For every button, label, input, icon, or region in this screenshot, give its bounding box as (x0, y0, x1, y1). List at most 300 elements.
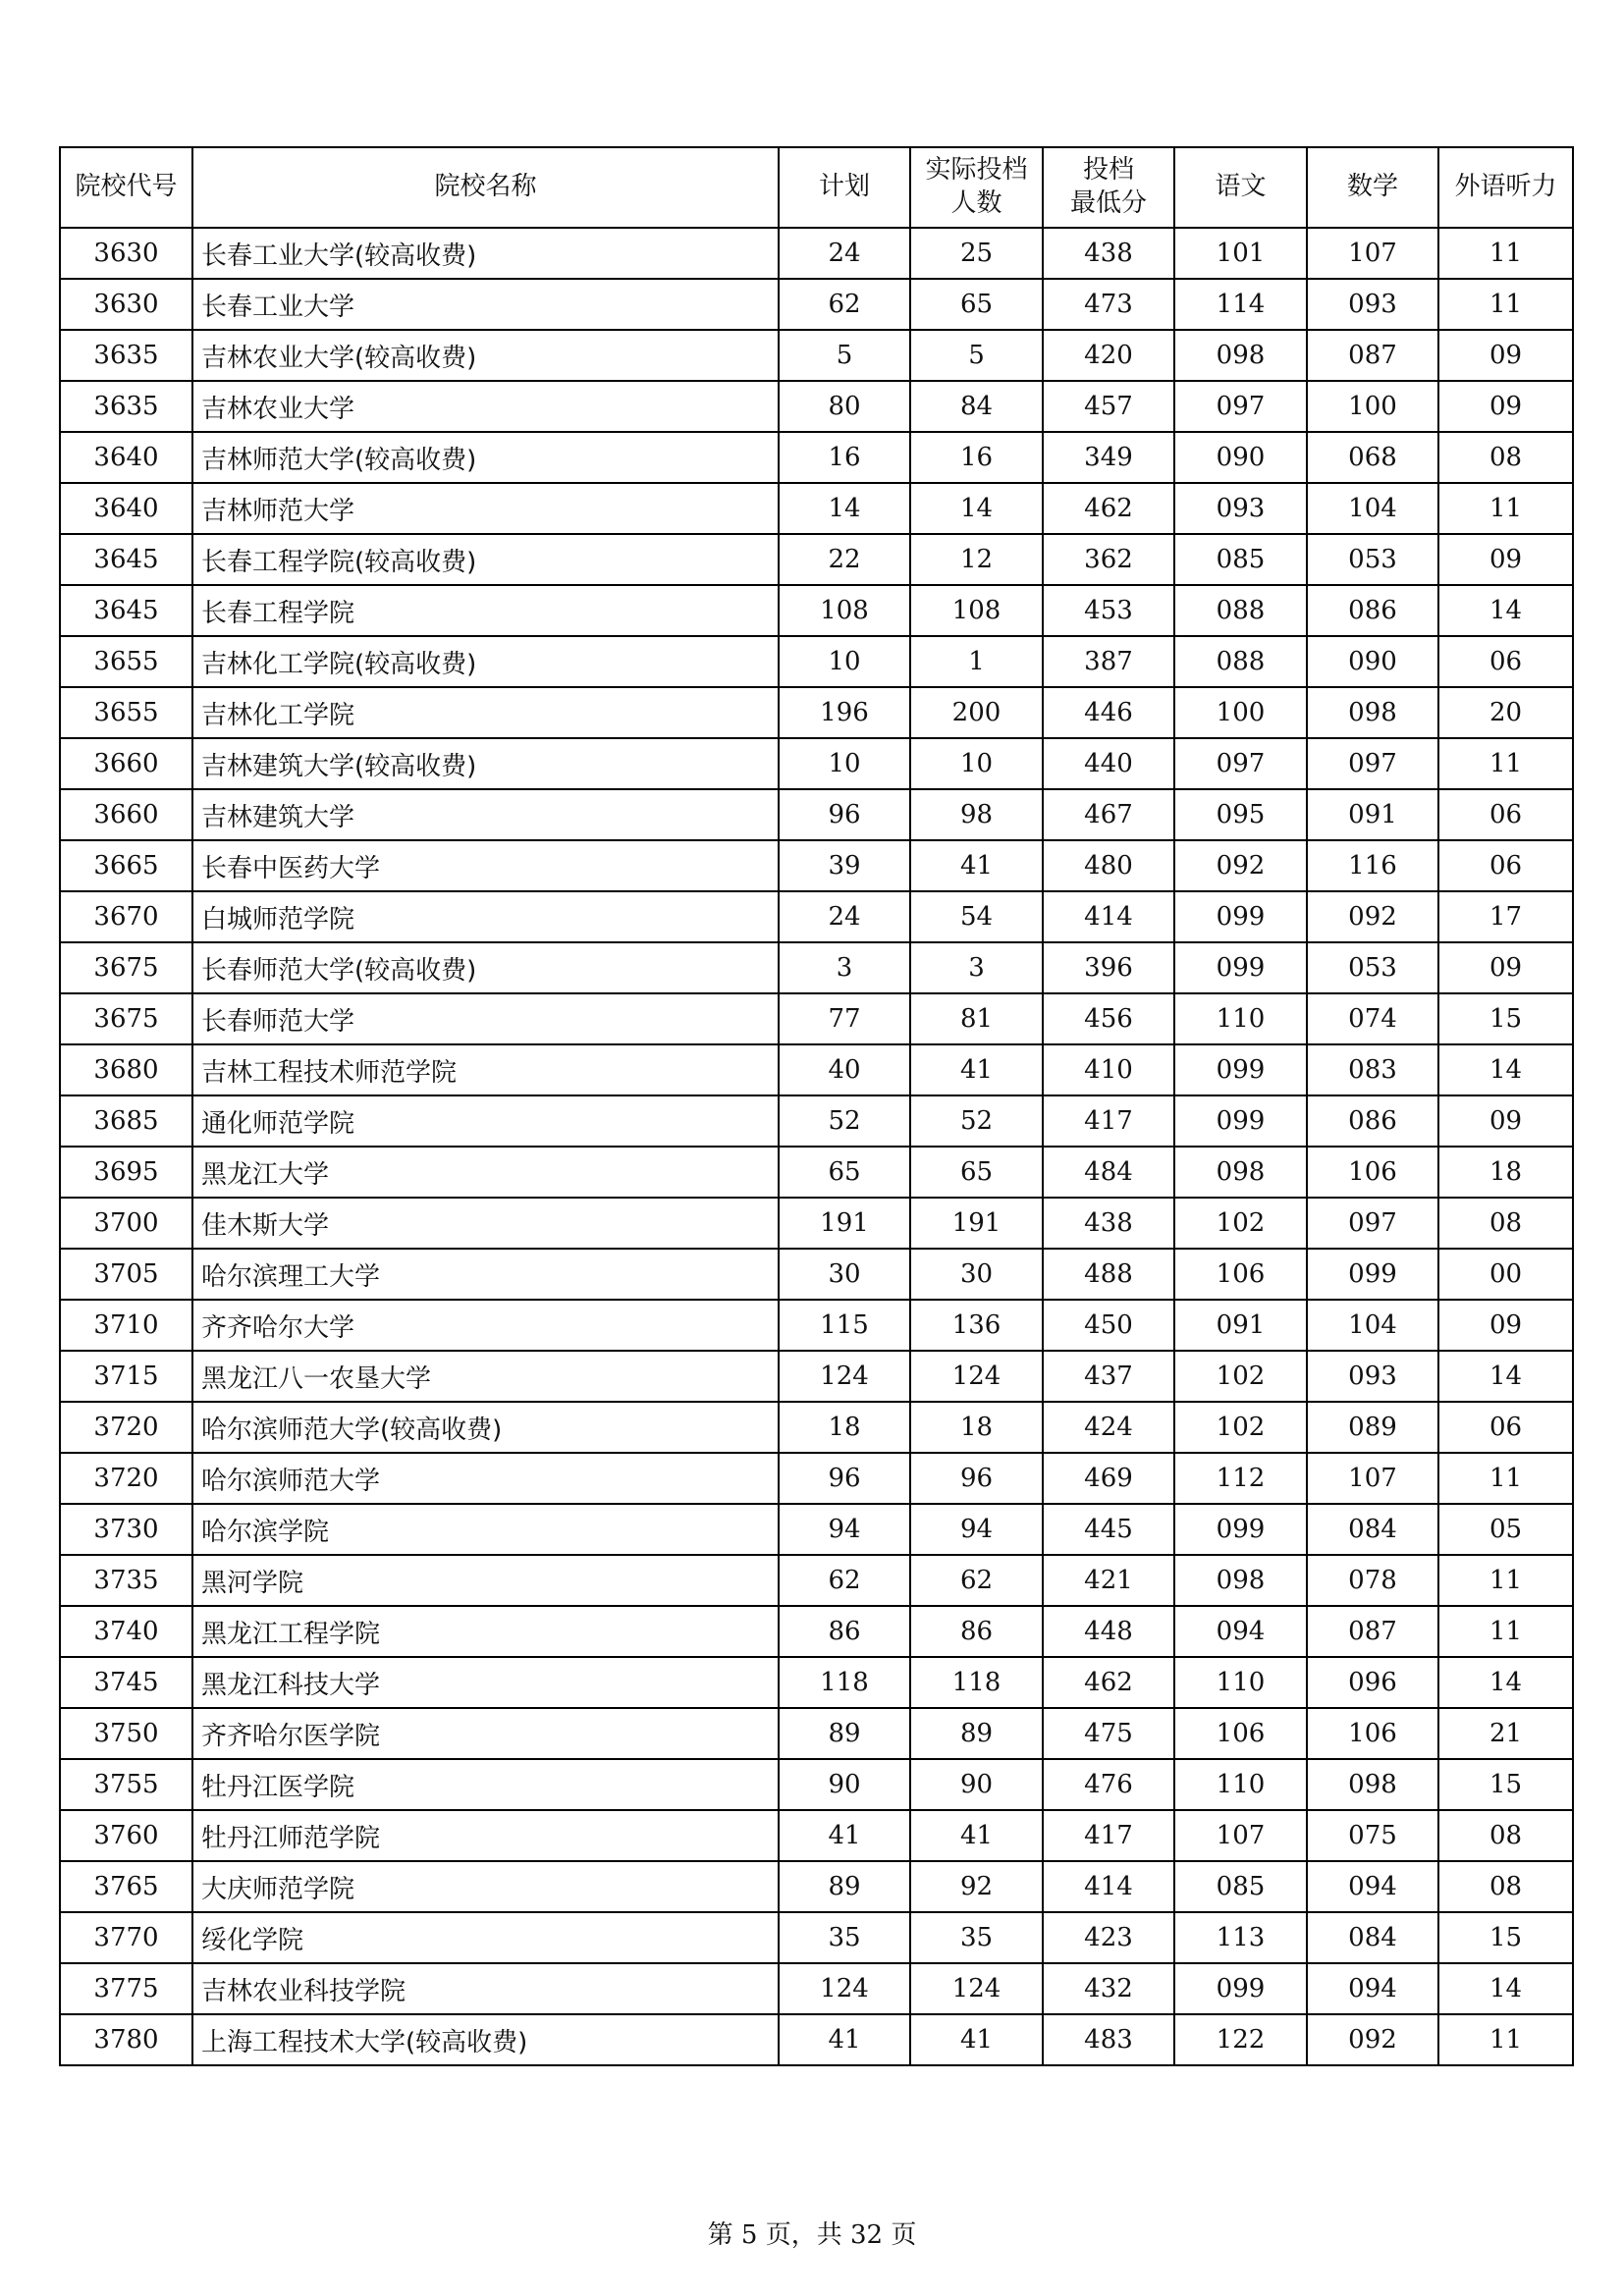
plan-cell: 52 (779, 1095, 910, 1147)
listening-score-cell: 14 (1438, 1963, 1573, 2014)
chinese-score-cell: 110 (1174, 1759, 1307, 1810)
table-body (60, 228, 1573, 2065)
listening-score-cell: 11 (1438, 1555, 1573, 1606)
school-name-cell: 长春工程学院(较高收费) (192, 534, 779, 585)
plan-cell: 65 (779, 1147, 910, 1198)
actual-count-cell: 14 (910, 483, 1043, 534)
math-score-cell: 097 (1307, 1198, 1438, 1249)
admission-table (59, 146, 1574, 2066)
listening-score-cell: 09 (1438, 1300, 1573, 1351)
plan-cell: 108 (779, 585, 910, 636)
listening-score-cell: 15 (1438, 993, 1573, 1044)
min-score-cell: 410 (1043, 1044, 1174, 1095)
plan-cell: 94 (779, 1504, 910, 1555)
school-code-cell: 3635 (60, 330, 192, 381)
chinese-score-cell: 088 (1174, 585, 1307, 636)
table-row (60, 1504, 1573, 1555)
math-score-cell: 096 (1307, 1657, 1438, 1708)
chinese-score-cell: 106 (1174, 1708, 1307, 1759)
min-score-cell: 414 (1043, 1861, 1174, 1912)
table-row (60, 1606, 1573, 1657)
math-score-cell: 116 (1307, 840, 1438, 891)
school-code-cell: 3640 (60, 432, 192, 483)
min-score-cell: 450 (1043, 1300, 1174, 1351)
header-math: 数学 (1307, 147, 1438, 228)
plan-cell: 22 (779, 534, 910, 585)
actual-count-cell: 16 (910, 432, 1043, 483)
table-row (60, 1147, 1573, 1198)
plan-cell: 24 (779, 228, 910, 279)
listening-score-cell: 11 (1438, 228, 1573, 279)
plan-cell: 90 (779, 1759, 910, 1810)
header-row (60, 147, 1573, 228)
actual-count-cell: 41 (910, 1810, 1043, 1861)
school-code-cell: 3720 (60, 1402, 192, 1453)
min-score-cell: 448 (1043, 1606, 1174, 1657)
min-score-cell: 396 (1043, 942, 1174, 993)
actual-count-cell: 108 (910, 585, 1043, 636)
plan-cell: 16 (779, 432, 910, 483)
plan-cell: 89 (779, 1708, 910, 1759)
chinese-score-cell: 113 (1174, 1912, 1307, 1963)
listening-score-cell: 06 (1438, 840, 1573, 891)
school-code-cell: 3775 (60, 1963, 192, 2014)
math-score-cell: 090 (1307, 636, 1438, 687)
table-row (60, 1198, 1573, 1249)
school-name-cell: 吉林师范大学(较高收费) (192, 432, 779, 483)
school-code-cell: 3680 (60, 1044, 192, 1095)
math-score-cell: 086 (1307, 585, 1438, 636)
chinese-score-cell: 110 (1174, 993, 1307, 1044)
table-row (60, 1351, 1573, 1402)
listening-score-cell: 11 (1438, 2014, 1573, 2065)
school-code-cell: 3710 (60, 1300, 192, 1351)
school-code-cell: 3635 (60, 381, 192, 432)
math-score-cell: 106 (1307, 1708, 1438, 1759)
plan-cell: 30 (779, 1249, 910, 1300)
listening-score-cell: 14 (1438, 585, 1573, 636)
actual-count-cell: 41 (910, 1044, 1043, 1095)
listening-score-cell: 14 (1438, 1657, 1573, 1708)
actual-count-cell: 65 (910, 279, 1043, 330)
school-code-cell: 3675 (60, 993, 192, 1044)
listening-score-cell: 00 (1438, 1249, 1573, 1300)
listening-score-cell: 11 (1438, 279, 1573, 330)
math-score-cell: 083 (1307, 1044, 1438, 1095)
table-row (60, 1300, 1573, 1351)
chinese-score-cell: 090 (1174, 432, 1307, 483)
header-min-line2: 最低分 (1069, 188, 1147, 218)
plan-cell: 196 (779, 687, 910, 738)
plan-cell: 96 (779, 789, 910, 840)
math-score-cell: 089 (1307, 1402, 1438, 1453)
min-score-cell: 387 (1043, 636, 1174, 687)
chinese-score-cell: 097 (1174, 381, 1307, 432)
min-score-cell: 476 (1043, 1759, 1174, 1810)
chinese-score-cell: 094 (1174, 1606, 1307, 1657)
table-row (60, 636, 1573, 687)
chinese-score-cell: 099 (1174, 891, 1307, 942)
plan-cell: 10 (779, 636, 910, 687)
math-score-cell: 098 (1307, 1759, 1438, 1810)
school-code-cell: 3755 (60, 1759, 192, 1810)
listening-score-cell: 05 (1438, 1504, 1573, 1555)
min-score-cell: 462 (1043, 1657, 1174, 1708)
school-name-cell: 长春工业大学 (192, 279, 779, 330)
school-name-cell: 吉林农业大学(较高收费) (192, 330, 779, 381)
chinese-score-cell: 099 (1174, 1044, 1307, 1095)
school-name-cell: 吉林农业科技学院 (192, 1963, 779, 2014)
chinese-score-cell: 092 (1174, 840, 1307, 891)
school-code-cell: 3655 (60, 636, 192, 687)
min-score-cell: 362 (1043, 534, 1174, 585)
school-code-cell: 3645 (60, 534, 192, 585)
table-row (60, 1044, 1573, 1095)
school-code-cell: 3705 (60, 1249, 192, 1300)
actual-count-cell: 41 (910, 840, 1043, 891)
math-score-cell: 093 (1307, 1351, 1438, 1402)
actual-count-cell: 5 (910, 330, 1043, 381)
header-actual-line2: 人数 (950, 188, 1002, 218)
listening-score-cell: 08 (1438, 432, 1573, 483)
listening-score-cell: 11 (1438, 1606, 1573, 1657)
school-name-cell: 黑河学院 (192, 1555, 779, 1606)
listening-score-cell: 08 (1438, 1810, 1573, 1861)
table-row (60, 738, 1573, 789)
table-row (60, 1249, 1573, 1300)
min-score-cell: 480 (1043, 840, 1174, 891)
table-row (60, 687, 1573, 738)
math-score-cell: 107 (1307, 1453, 1438, 1504)
school-name-cell: 牡丹江师范学院 (192, 1810, 779, 1861)
school-code-cell: 3720 (60, 1453, 192, 1504)
actual-count-cell: 136 (910, 1300, 1043, 1351)
listening-score-cell: 14 (1438, 1044, 1573, 1095)
table-row (60, 891, 1573, 942)
school-code-cell: 3645 (60, 585, 192, 636)
table-row (60, 993, 1573, 1044)
plan-cell: 24 (779, 891, 910, 942)
min-score-cell: 440 (1043, 738, 1174, 789)
actual-count-cell: 94 (910, 1504, 1043, 1555)
math-score-cell: 099 (1307, 1249, 1438, 1300)
min-score-cell: 438 (1043, 228, 1174, 279)
plan-cell: 14 (779, 483, 910, 534)
min-score-cell: 475 (1043, 1708, 1174, 1759)
math-score-cell: 092 (1307, 2014, 1438, 2065)
math-score-cell: 100 (1307, 381, 1438, 432)
actual-count-cell: 41 (910, 2014, 1043, 2065)
chinese-score-cell: 099 (1174, 942, 1307, 993)
school-name-cell: 吉林农业大学 (192, 381, 779, 432)
school-name-cell: 黑龙江工程学院 (192, 1606, 779, 1657)
chinese-score-cell: 100 (1174, 687, 1307, 738)
plan-cell: 89 (779, 1861, 910, 1912)
school-name-cell: 哈尔滨师范大学(较高收费) (192, 1402, 779, 1453)
actual-count-cell: 98 (910, 789, 1043, 840)
school-code-cell: 3760 (60, 1810, 192, 1861)
table-row (60, 534, 1573, 585)
chinese-score-cell: 110 (1174, 1657, 1307, 1708)
plan-cell: 10 (779, 738, 910, 789)
school-name-cell: 长春工程学院 (192, 585, 779, 636)
chinese-score-cell: 095 (1174, 789, 1307, 840)
plan-cell: 62 (779, 1555, 910, 1606)
school-name-cell: 哈尔滨理工大学 (192, 1249, 779, 1300)
min-score-cell: 446 (1043, 687, 1174, 738)
min-score-cell: 349 (1043, 432, 1174, 483)
math-score-cell: 097 (1307, 738, 1438, 789)
math-score-cell: 053 (1307, 942, 1438, 993)
chinese-score-cell: 102 (1174, 1351, 1307, 1402)
table-row (60, 1095, 1573, 1147)
school-code-cell: 3670 (60, 891, 192, 942)
plan-cell: 115 (779, 1300, 910, 1351)
min-score-cell: 488 (1043, 1249, 1174, 1300)
table-row (60, 1861, 1573, 1912)
school-name-cell: 哈尔滨师范大学 (192, 1453, 779, 1504)
plan-cell: 62 (779, 279, 910, 330)
school-name-cell: 白城师范学院 (192, 891, 779, 942)
min-score-cell: 473 (1043, 279, 1174, 330)
table-row (60, 1402, 1573, 1453)
chinese-score-cell: 099 (1174, 1504, 1307, 1555)
min-score-cell: 420 (1043, 330, 1174, 381)
school-code-cell: 3695 (60, 1147, 192, 1198)
school-code-cell: 3665 (60, 840, 192, 891)
table-row (60, 789, 1573, 840)
listening-score-cell: 11 (1438, 1453, 1573, 1504)
school-code-cell: 3675 (60, 942, 192, 993)
min-score-cell: 456 (1043, 993, 1174, 1044)
school-code-cell: 3745 (60, 1657, 192, 1708)
table-row (60, 1657, 1573, 1708)
school-code-cell: 3780 (60, 2014, 192, 2065)
table-row (60, 942, 1573, 993)
actual-count-cell: 3 (910, 942, 1043, 993)
plan-cell: 124 (779, 1351, 910, 1402)
math-score-cell: 098 (1307, 687, 1438, 738)
actual-count-cell: 191 (910, 1198, 1043, 1249)
listening-score-cell: 17 (1438, 891, 1573, 942)
school-code-cell: 3640 (60, 483, 192, 534)
header-min-score (1043, 147, 1174, 228)
math-score-cell: 078 (1307, 1555, 1438, 1606)
chinese-score-cell: 107 (1174, 1810, 1307, 1861)
listening-score-cell: 14 (1438, 1351, 1573, 1402)
header-actual (910, 147, 1043, 228)
header-listening: 外语听力 (1438, 147, 1573, 228)
table-row (60, 1963, 1573, 2014)
header-min-line1: 投档 (1082, 155, 1134, 186)
school-code-cell: 3735 (60, 1555, 192, 1606)
school-code-cell: 3630 (60, 228, 192, 279)
listening-score-cell: 18 (1438, 1147, 1573, 1198)
actual-count-cell: 12 (910, 534, 1043, 585)
actual-count-cell: 62 (910, 1555, 1043, 1606)
table-row (60, 381, 1573, 432)
actual-count-cell: 54 (910, 891, 1043, 942)
min-score-cell: 437 (1043, 1351, 1174, 1402)
actual-count-cell: 118 (910, 1657, 1043, 1708)
table-row (60, 840, 1573, 891)
actual-count-cell: 30 (910, 1249, 1043, 1300)
school-code-cell: 3685 (60, 1095, 192, 1147)
chinese-score-cell: 102 (1174, 1198, 1307, 1249)
chinese-score-cell: 093 (1174, 483, 1307, 534)
chinese-score-cell: 102 (1174, 1402, 1307, 1453)
plan-cell: 124 (779, 1963, 910, 2014)
listening-score-cell: 06 (1438, 1402, 1573, 1453)
actual-count-cell: 124 (910, 1963, 1043, 2014)
min-score-cell: 462 (1043, 483, 1174, 534)
actual-count-cell: 35 (910, 1912, 1043, 1963)
school-code-cell: 3730 (60, 1504, 192, 1555)
school-name-cell: 哈尔滨学院 (192, 1504, 779, 1555)
table-row (60, 1912, 1573, 1963)
min-score-cell: 417 (1043, 1810, 1174, 1861)
school-code-cell: 3765 (60, 1861, 192, 1912)
actual-count-cell: 1 (910, 636, 1043, 687)
actual-count-cell: 81 (910, 993, 1043, 1044)
chinese-score-cell: 085 (1174, 534, 1307, 585)
min-score-cell: 484 (1043, 1147, 1174, 1198)
school-code-cell: 3660 (60, 789, 192, 840)
school-code-cell: 3655 (60, 687, 192, 738)
school-name-cell: 吉林建筑大学 (192, 789, 779, 840)
math-score-cell: 084 (1307, 1504, 1438, 1555)
math-score-cell: 104 (1307, 483, 1438, 534)
school-code-cell: 3660 (60, 738, 192, 789)
listening-score-cell: 11 (1438, 738, 1573, 789)
plan-cell: 39 (779, 840, 910, 891)
chinese-score-cell: 085 (1174, 1861, 1307, 1912)
listening-score-cell: 06 (1438, 636, 1573, 687)
school-name-cell: 上海工程技术大学(较高收费) (192, 2014, 779, 2065)
listening-score-cell: 11 (1438, 483, 1573, 534)
math-score-cell: 074 (1307, 993, 1438, 1044)
actual-count-cell: 25 (910, 228, 1043, 279)
math-score-cell: 092 (1307, 891, 1438, 942)
min-score-cell: 453 (1043, 585, 1174, 636)
school-name-cell: 牡丹江医学院 (192, 1759, 779, 1810)
table-row (60, 1810, 1573, 1861)
min-score-cell: 414 (1043, 891, 1174, 942)
school-name-cell: 长春师范大学 (192, 993, 779, 1044)
table-row (60, 330, 1573, 381)
plan-cell: 5 (779, 330, 910, 381)
listening-score-cell: 09 (1438, 381, 1573, 432)
plan-cell: 18 (779, 1402, 910, 1453)
chinese-score-cell: 091 (1174, 1300, 1307, 1351)
math-score-cell: 087 (1307, 1606, 1438, 1657)
math-score-cell: 106 (1307, 1147, 1438, 1198)
school-name-cell: 齐齐哈尔大学 (192, 1300, 779, 1351)
school-name-cell: 佳木斯大学 (192, 1198, 779, 1249)
school-code-cell: 3740 (60, 1606, 192, 1657)
plan-cell: 77 (779, 993, 910, 1044)
plan-cell: 86 (779, 1606, 910, 1657)
school-code-cell: 3630 (60, 279, 192, 330)
actual-count-cell: 92 (910, 1861, 1043, 1912)
table-row (60, 279, 1573, 330)
actual-count-cell: 96 (910, 1453, 1043, 1504)
math-score-cell: 075 (1307, 1810, 1438, 1861)
school-name-cell: 大庆师范学院 (192, 1861, 779, 1912)
actual-count-cell: 65 (910, 1147, 1043, 1198)
plan-cell: 41 (779, 2014, 910, 2065)
listening-score-cell: 09 (1438, 942, 1573, 993)
table-row (60, 1759, 1573, 1810)
listening-score-cell: 09 (1438, 330, 1573, 381)
math-score-cell: 091 (1307, 789, 1438, 840)
plan-cell: 41 (779, 1810, 910, 1861)
header-chinese: 语文 (1174, 147, 1307, 228)
min-score-cell: 483 (1043, 2014, 1174, 2065)
header-code: 院校代号 (60, 147, 192, 228)
actual-count-cell: 10 (910, 738, 1043, 789)
chinese-score-cell: 088 (1174, 636, 1307, 687)
listening-score-cell: 08 (1438, 1198, 1573, 1249)
min-score-cell: 438 (1043, 1198, 1174, 1249)
chinese-score-cell: 099 (1174, 1963, 1307, 2014)
table-row (60, 2014, 1573, 2065)
school-name-cell: 通化师范学院 (192, 1095, 779, 1147)
plan-cell: 35 (779, 1912, 910, 1963)
table-row (60, 483, 1573, 534)
plan-cell: 3 (779, 942, 910, 993)
math-score-cell: 093 (1307, 279, 1438, 330)
table-row (60, 228, 1573, 279)
listening-score-cell: 21 (1438, 1708, 1573, 1759)
plan-cell: 191 (779, 1198, 910, 1249)
actual-count-cell: 90 (910, 1759, 1043, 1810)
plan-cell: 96 (779, 1453, 910, 1504)
school-name-cell: 吉林工程技术师范学院 (192, 1044, 779, 1095)
chinese-score-cell: 098 (1174, 330, 1307, 381)
min-score-cell: 445 (1043, 1504, 1174, 1555)
listening-score-cell: 06 (1438, 789, 1573, 840)
table-row (60, 432, 1573, 483)
min-score-cell: 432 (1043, 1963, 1174, 2014)
actual-count-cell: 86 (910, 1606, 1043, 1657)
min-score-cell: 417 (1043, 1095, 1174, 1147)
min-score-cell: 469 (1043, 1453, 1174, 1504)
chinese-score-cell: 101 (1174, 228, 1307, 279)
actual-count-cell: 200 (910, 687, 1043, 738)
math-score-cell: 084 (1307, 1912, 1438, 1963)
min-score-cell: 424 (1043, 1402, 1174, 1453)
header-name: 院校名称 (192, 147, 779, 228)
school-name-cell: 齐齐哈尔医学院 (192, 1708, 779, 1759)
min-score-cell: 421 (1043, 1555, 1174, 1606)
chinese-score-cell: 098 (1174, 1147, 1307, 1198)
school-code-cell: 3750 (60, 1708, 192, 1759)
school-name-cell: 绥化学院 (192, 1912, 779, 1963)
chinese-score-cell: 099 (1174, 1095, 1307, 1147)
header-actual-line1: 实际投档 (925, 155, 1028, 186)
math-score-cell: 053 (1307, 534, 1438, 585)
school-name-cell: 吉林化工学院(较高收费) (192, 636, 779, 687)
header-plan: 计划 (779, 147, 910, 228)
math-score-cell: 104 (1307, 1300, 1438, 1351)
chinese-score-cell: 122 (1174, 2014, 1307, 2065)
actual-count-cell: 84 (910, 381, 1043, 432)
min-score-cell: 423 (1043, 1912, 1174, 1963)
plan-cell: 80 (779, 381, 910, 432)
chinese-score-cell: 098 (1174, 1555, 1307, 1606)
min-score-cell: 467 (1043, 789, 1174, 840)
